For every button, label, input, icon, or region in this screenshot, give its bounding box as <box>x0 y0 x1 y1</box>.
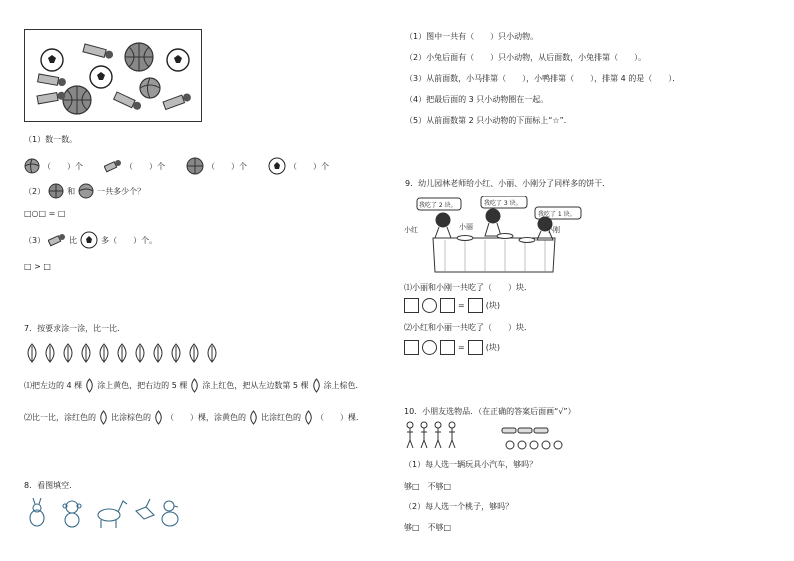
leaf-row <box>24 343 224 363</box>
leaf-icon <box>100 344 108 362</box>
q7-1-text: 涂上黄色，把右边的 5 棵 <box>97 381 188 390</box>
child-icon <box>435 422 441 448</box>
volleyball-icon <box>140 78 160 98</box>
r2: （2）小兔后面有（ ）只小动物，从后面数，小兔排第（ ）。 <box>405 53 647 62</box>
r5: （5）从前面数第 2 只小动物的下面标上“☆”． <box>405 116 572 125</box>
leaf-icon <box>64 344 72 362</box>
q9-2-equation <box>404 340 500 355</box>
monkey-icon <box>63 501 81 527</box>
equals-sign: = <box>458 343 465 352</box>
shuttlecock-icon <box>163 92 192 109</box>
q10-1: （1）每人选一辆玩具小汽车，够吗？ <box>404 460 538 469</box>
shuttlecock-icon <box>114 92 143 111</box>
cars-peaches-picture <box>500 424 564 452</box>
answer-box[interactable] <box>404 340 419 355</box>
q7-2-text: 比涂红色的 <box>261 413 301 422</box>
q7-2-line <box>24 410 364 425</box>
soccer-ball-icon <box>41 49 63 71</box>
q10-title: 10．小朋友选物品．（在正确的答案后面画“√”） <box>404 407 576 416</box>
volleyball-icon <box>78 183 94 199</box>
child-icon <box>407 422 413 448</box>
q7-1-text: 涂上红色，把从左边数第 5 棵 <box>202 381 309 390</box>
q2-and: 和 <box>67 186 76 196</box>
r4: （4）把最后面的 3 只小动物圈在一起。 <box>405 95 549 104</box>
leaf-icon <box>136 344 144 362</box>
volleyball-icon <box>24 158 40 174</box>
q9-1: ⑴小丽和小刚一共吃了（ ）块． <box>404 283 532 292</box>
leaf-icon <box>303 410 314 425</box>
soccer-ball-icon <box>80 231 98 249</box>
operator-circle[interactable] <box>422 340 437 355</box>
count-blank[interactable]: （ ）个 <box>207 161 247 171</box>
shuttlecock-icon <box>48 232 66 248</box>
leaf-icon <box>189 378 200 393</box>
answer-box[interactable] <box>404 298 419 313</box>
leaf-icon <box>208 344 216 362</box>
name-xiaohong: 小红 <box>404 226 418 234</box>
leaf-icon <box>311 378 322 393</box>
name-xiaogang: 小刚 <box>546 226 560 234</box>
child-icon <box>421 422 427 448</box>
q3-label: （3） <box>24 235 46 245</box>
count-row <box>24 157 329 175</box>
shuttlecock-icon <box>83 44 114 59</box>
q7-2-blank[interactable]: （ ）棵． <box>316 413 364 422</box>
q9-2: ⑵小红和小丽一共吃了（ ）块． <box>404 323 532 332</box>
leaf-icon <box>28 344 36 362</box>
q9-1-equation <box>404 298 500 313</box>
q10-2: （2）每人选一个桃子，够吗？ <box>404 502 514 511</box>
unit-label: (块) <box>485 301 500 310</box>
answer-box[interactable] <box>468 298 483 313</box>
count-blank[interactable]: （ ）个 <box>43 161 83 171</box>
shuttlecock-icon <box>104 158 122 174</box>
r3: （3）从前面数，小马排第（ ），小鸭排第（ ），排第 4 的是（ ）． <box>405 74 681 83</box>
leaf-icon <box>172 344 180 362</box>
bubble-3: 我吃了 1 块。 <box>538 211 576 218</box>
q3-line <box>24 231 157 249</box>
soccer-ball-icon <box>90 66 112 88</box>
operator-circle[interactable] <box>422 298 437 313</box>
answer-box[interactable] <box>468 340 483 355</box>
q10-1-options[interactable]: 够□ 不够□ <box>404 482 452 491</box>
answer-box[interactable] <box>440 340 455 355</box>
basketball-icon <box>186 157 204 175</box>
unit-label: (块) <box>485 343 500 352</box>
toy-car-icon <box>502 428 548 433</box>
ball-picture-box <box>24 29 202 122</box>
shuttlecock-icon <box>37 91 66 104</box>
q2-label: （2） <box>24 186 46 196</box>
q7-1-line <box>24 378 364 393</box>
q8-title: 8．看图填空. <box>24 481 72 490</box>
rabbit-icon <box>30 498 44 526</box>
duck-icon <box>162 501 178 526</box>
answer-box[interactable] <box>440 298 455 313</box>
bird-icon <box>136 499 154 519</box>
count-blank[interactable]: （ ）个 <box>125 161 165 171</box>
q2-rest: 一共多少个？ <box>97 186 146 196</box>
leaf-icon <box>153 410 164 425</box>
leaf-icon <box>98 410 109 425</box>
q7-2-blank[interactable]: （ ）棵，涂黄色的 <box>166 413 246 422</box>
q9-title: 9．幼儿园林老师给小红、小丽、小刚分了同样多的饼干． <box>405 179 611 188</box>
name-xiaoli: 小丽 <box>459 223 473 231</box>
basketball-icon <box>48 183 64 199</box>
leaf-icon <box>82 344 90 362</box>
bubble-1: 我吃了 2 块。 <box>419 202 457 209</box>
bubble-2: 我吃了 3 块。 <box>484 200 522 207</box>
children-picture <box>404 420 464 450</box>
r1: （1）图中一共有（ ）只小动物。 <box>405 32 539 41</box>
horse-icon <box>98 501 127 528</box>
equals-sign: = <box>458 301 465 310</box>
soccer-ball-icon <box>167 49 189 71</box>
shuttlecock-icon <box>38 74 67 87</box>
girl-xiaoli-icon <box>485 209 501 236</box>
q-count-label: （1）数一数。 <box>24 135 78 144</box>
leaf-icon <box>84 378 95 393</box>
leaf-icon <box>248 410 259 425</box>
leaf-icon <box>46 344 54 362</box>
q7-1-text: 涂上棕色． <box>323 381 364 390</box>
q3-answer[interactable]: □ > □ <box>24 262 51 271</box>
basketball-icon <box>125 43 153 71</box>
animal-row <box>24 497 189 529</box>
q10-2-options[interactable]: 够□ 不够□ <box>404 523 452 532</box>
q7-1-text: ⑴把左边的 4 棵 <box>24 381 83 390</box>
peach-icon <box>506 441 562 449</box>
leaf-icon <box>118 344 126 362</box>
basketball-icon <box>63 86 91 114</box>
q2-line <box>24 183 145 199</box>
q3-rest: 多（ ）个。 <box>101 235 158 245</box>
q7-title: 7．按要求涂一涂，比一比． <box>24 324 126 333</box>
q2-answer[interactable]: □○□ = □ <box>24 209 66 218</box>
q7-2-text: ⑵比一比，涂红色的 <box>24 413 96 422</box>
q3-than: 比 <box>69 235 78 245</box>
child-icon <box>449 422 455 448</box>
girl-xiaohong-icon <box>435 213 451 238</box>
leaf-icon <box>154 344 162 362</box>
q7-2-text: 比涂棕色的 <box>111 413 151 422</box>
leaf-icon <box>190 344 198 362</box>
count-blank[interactable]: （ ）个 <box>289 161 329 171</box>
soccer-ball-icon <box>268 157 286 175</box>
